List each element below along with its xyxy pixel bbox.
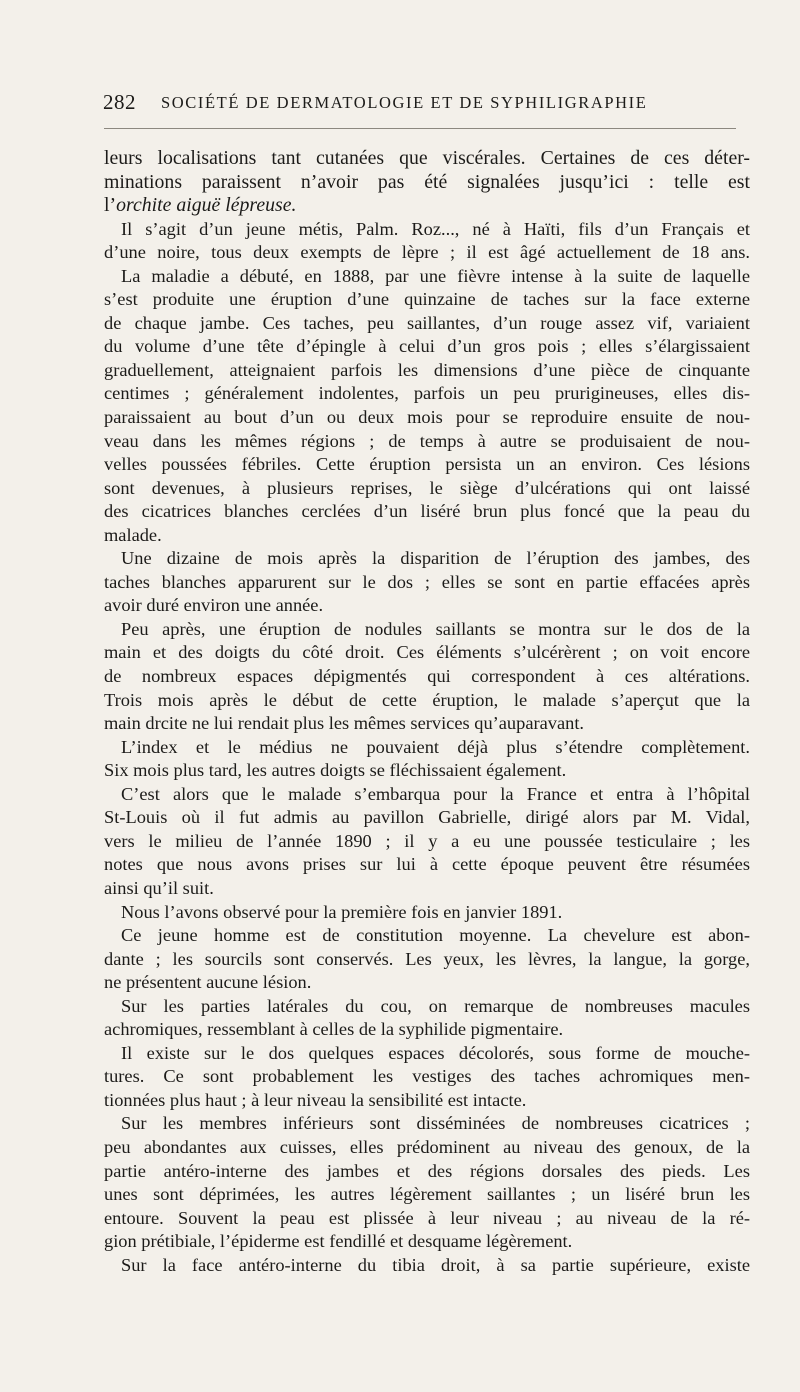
text-line: unes sont déprimées, les autres légèrement saillantes ; un liséré brun les bbox=[104, 1184, 750, 1205]
text-line: veau dans les mêmes régions ; de temps à autre se produisaient de nou- bbox=[104, 430, 750, 451]
text-line: sont devenues, à plusieurs reprises, le siège d’ulcérations qui ont laissé bbox=[104, 477, 750, 498]
text-line: gion prétibiale, l’épiderme est fendillé et desquame légèrement. bbox=[104, 1231, 573, 1252]
text-line: d’une noire, tous deux exempts de lèpre ; il est âgé actuellement de 18 ans. bbox=[104, 242, 750, 263]
text-line: minations paraissent n’avoir pas été signalées jusqu’ici : telle est bbox=[104, 170, 750, 193]
text-line: leurs localisations tant cutanées que viscérales. Certaines de ces déter- bbox=[104, 147, 750, 169]
text-line: entoure. Souvent la peau est plissée à leur niveau ; au niveau de la ré- bbox=[104, 1207, 750, 1228]
text-line: de chaque jambe. Ces taches, peu saillantes, d’un rouge assez vif, variaient bbox=[104, 312, 750, 333]
text-line: Six mois plus tard, les autres doigts se fléchissaient également. bbox=[104, 760, 567, 781]
text-line: paraissaient au bout d’un ou deux mois pour se reproduire ensuite de nou- bbox=[104, 407, 750, 428]
text-line: peu abondantes aux cuisses, elles prédominent au niveau des genoux, de la bbox=[104, 1136, 750, 1157]
text-line: du volume d’une tête d’épingle à celui d’un gros pois ; elles s’élargissaient bbox=[104, 336, 750, 357]
page-number: 282 bbox=[103, 90, 136, 114]
text-line: vers le milieu de l’année 1890 ; il y a eu une poussée testiculaire ; les bbox=[104, 830, 750, 851]
header-rule bbox=[104, 128, 736, 129]
text-line: de nombreux espaces dépigmentés qui correspondent à ces altérations. bbox=[104, 666, 750, 687]
text-line: tionnées plus haut ; à leur niveau la sensibilité est intacte. bbox=[104, 1089, 527, 1110]
text-line: Une dizaine de mois après la disparition de l’éruption des jambes, des bbox=[121, 548, 750, 569]
text-line: Peu après, une éruption de nodules saillants se montra sur le dos de la bbox=[121, 618, 750, 639]
text-line: Sur les parties latérales du cou, on remarque de nombreuses macules bbox=[121, 995, 750, 1016]
body-text bbox=[104, 147, 750, 1277]
text-line: Ce jeune homme est de constitution moyenne. La chevelure est abon- bbox=[121, 925, 750, 946]
italic-term: orchite aiguë lépreuse. bbox=[116, 194, 297, 217]
text-line: La maladie a débuté, en 1888, par une fièvre intense à la suite de laquelle bbox=[121, 265, 750, 286]
text-line: ne présentent aucune lésion. bbox=[104, 972, 312, 993]
text-line: graduellement, atteignaient parfois les dimensions d’une pièce de cinquante bbox=[104, 359, 750, 380]
text-line: avoir duré environ une année. bbox=[104, 595, 324, 616]
text-line: Sur les membres inférieurs sont disséminées de nombreuses cicatrices ; bbox=[121, 1113, 750, 1134]
text-line: velles poussées fébriles. Cette éruption persista un an environ. Ces lésions bbox=[104, 454, 750, 475]
text-line: s’est produite une éruption d’une quinzaine de taches sur la face externe bbox=[104, 289, 750, 310]
text-line: dante ; les sourcils sont conservés. Les yeux, les lèvres, la langue, la gorge, bbox=[104, 948, 750, 969]
page-header bbox=[103, 90, 743, 116]
text-line: tures. Ce sont probablement les vestiges des taches achromiques men- bbox=[104, 1066, 750, 1087]
text-line: Il s’agit d’un jeune métis, Palm. Roz..., né à Haïti, fils d’un Français et bbox=[121, 218, 750, 239]
text-line: Nous l’avons observé pour la première fois en janvier 1891. bbox=[121, 901, 563, 922]
text-line: partie antéro-interne des jambes et des régions dorsales des pieds. Les bbox=[104, 1160, 750, 1181]
text-line: C’est alors que le malade s’embarqua pour la France et entra à l’hôpital bbox=[121, 783, 750, 804]
text-line: centimes ; généralement indolentes, parfois un peu prurigineuses, elles dis- bbox=[104, 383, 750, 404]
text-line: ainsi qu’il suit. bbox=[104, 877, 214, 898]
text-line: L’index et le médius ne pouvaient déjà plus s’étendre complètement. bbox=[121, 736, 750, 757]
text-line: main et des doigts du côté droit. Ces éléments s’ulcérèrent ; on voit encore bbox=[104, 642, 750, 663]
text-line: achromiques, ressemblant à celles de la syphilide pigmentaire. bbox=[104, 1019, 564, 1040]
text-line: notes que nous avons prises sur lui à cette époque peuvent être résumées bbox=[104, 854, 750, 875]
text-line: des cicatrices blanches cerclées d’un liséré brun plus foncé que la peau du bbox=[104, 501, 750, 522]
text-fragment: l’ bbox=[104, 194, 117, 217]
text-line bbox=[104, 194, 750, 218]
text-line: main drcite ne lui rendait plus les mêmes services qu’auparavant. bbox=[104, 713, 585, 734]
text-line: malade. bbox=[104, 524, 162, 545]
text-line: Trois mois après le début de cette éruption, le malade s’aperçut que la bbox=[104, 689, 750, 710]
text-line: Sur la face antéro-interne du tibia droit, à sa partie supérieure, existe bbox=[121, 1254, 750, 1275]
text-line: taches blanches apparurent sur le dos ; elles se sont en partie effacées après bbox=[104, 571, 750, 592]
running-title: SOCIÉTÉ DE DERMATOLOGIE ET DE SYPHILIGRAPHIE bbox=[161, 93, 648, 112]
text-line: St-Louis où il fut admis au pavillon Gabrielle, dirigé alors par M. Vidal, bbox=[104, 807, 750, 828]
text-line: Il existe sur le dos quelques espaces décolorés, sous forme de mouche- bbox=[121, 1042, 750, 1063]
